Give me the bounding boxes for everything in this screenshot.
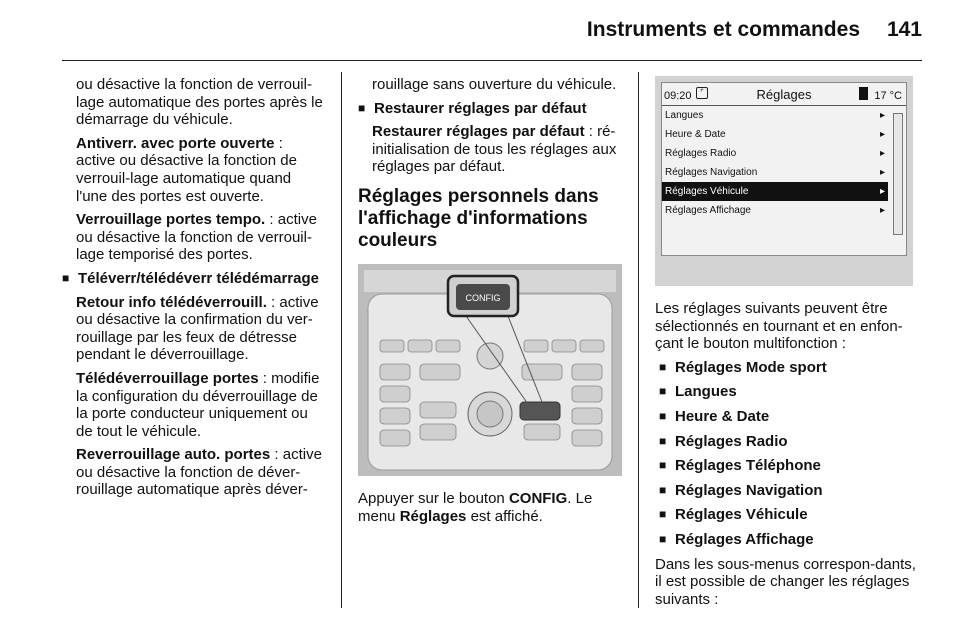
menu-item[interactable]: [662, 163, 888, 182]
screen-temperature: 17 °C: [874, 90, 902, 102]
paragraph: [62, 446, 326, 499]
definition: : active ou désactive la confirmation du ver-rouillage par les feux de détresse pendant le déverrouillage.: [76, 293, 319, 364]
definition: : active ou désactive la fonction de verrouil-lage temporisé des portes.: [76, 211, 317, 264]
thermometer-icon: [859, 87, 868, 100]
screen-title: Réglages: [756, 87, 812, 102]
bullet-label: Restaurer réglages par défaut: [374, 99, 587, 117]
chevron-right-icon: ▸: [879, 110, 885, 121]
chevron-right-icon: ▸: [879, 205, 885, 216]
screen-time: 09:20: [664, 90, 692, 102]
chevron-right-icon: ▸: [879, 167, 885, 178]
paragraph: [62, 135, 326, 205]
chevron-right-icon: ▸: [879, 186, 885, 197]
chevron-right-icon: ▸: [879, 129, 885, 140]
menu-item-label: Langues: [665, 110, 704, 121]
caption-text: Appuyer sur le bouton: [358, 489, 509, 507]
paragraph: [358, 123, 624, 176]
bullet-label: Réglages Téléphone: [675, 457, 821, 475]
paragraph: rouillage sans ouverture du véhicule.: [372, 76, 617, 93]
paragraph: ou désactive la fonction de verrouil-lage automatique des portes après le démarrage du véhicule.: [76, 76, 323, 129]
menu-item-label: Réglages Radio: [665, 148, 737, 159]
menu-item[interactable]: [662, 201, 888, 220]
paragraph: [62, 211, 326, 264]
bullet-label: Réglages Véhicule: [675, 506, 808, 524]
caption-bold: Réglages: [399, 507, 467, 525]
definition: : modifie la configuration du déverrouillage de la porte conducteur uniquement ou de tout le véhicule.: [76, 369, 320, 440]
screen-status-bar: [662, 83, 906, 106]
settings-menu-list: [662, 106, 888, 220]
settings-screen: [655, 76, 913, 286]
menu-item[interactable]: [662, 106, 888, 125]
term: Télédéverrouillage portes: [76, 369, 259, 387]
bullet-item: [655, 531, 925, 549]
definition: : active ou désactive la fonction de déver-rouillage automatique après déver-: [76, 446, 322, 499]
console-photo: [358, 264, 622, 476]
bullet-label: Langues: [675, 383, 737, 401]
clock-icon: ⌜: [696, 87, 708, 99]
menu-item-label: Réglages Navigation: [665, 167, 758, 178]
bullet-label: Réglages Affichage: [675, 530, 814, 548]
console-illustration: [358, 264, 622, 476]
caption-text: . Le menu: [358, 489, 593, 525]
bullet-item: [62, 270, 326, 288]
bullet-label: Réglages Navigation: [675, 481, 823, 499]
menu-item[interactable]: [662, 182, 888, 201]
menu-item-label: Réglages Affichage: [665, 205, 751, 216]
column-2: [358, 76, 624, 531]
caption-text: est affiché.: [466, 507, 543, 525]
term: Antiverr. avec porte ouverte: [76, 134, 275, 152]
definition: : active ou désactive la fonction de verrouil-lage automatique quand l'une des portes est ouverte.: [76, 134, 297, 205]
header-rule: [62, 60, 922, 61]
paragraph: Dans les sous-menus correspon-dants, il est possible de changer les réglages suivants :: [655, 555, 916, 608]
settings-bullet-list: [655, 359, 925, 549]
term: Restaurer réglages par défaut: [372, 123, 585, 141]
caption-bold: CONFIG: [508, 489, 568, 507]
bullet-item: [655, 359, 925, 377]
config-button-label: CONFIG: [465, 292, 501, 303]
page-number: 141: [886, 18, 922, 41]
bullet-item: [655, 433, 925, 451]
section-heading: Réglages personnels dans l'affichage d'informations couleurs: [358, 185, 599, 251]
bullet-label: Réglages Radio: [675, 432, 788, 450]
column-divider-1: [341, 72, 342, 608]
paragraph: Les réglages suivants peuvent être sélectionnés en tournant et en enfon-çant le bouton multifonction :: [655, 300, 903, 353]
bullet-item: [358, 100, 624, 118]
bullet-item: [655, 506, 925, 524]
term: Verrouillage portes tempo.: [76, 211, 266, 229]
definition: : ré-initialisation de tous les réglages aux réglages par défaut.: [372, 123, 617, 176]
menu-item[interactable]: [662, 125, 888, 144]
menu-item-label: Heure & Date: [665, 129, 726, 140]
bullet-item: [655, 457, 925, 475]
menu-scrollbar[interactable]: [893, 113, 903, 235]
paragraph: [62, 294, 326, 364]
caption: [358, 490, 624, 525]
bullet-label: Réglages Mode sport: [675, 358, 827, 376]
screen-display: [661, 82, 907, 256]
bullet-item: [655, 482, 925, 500]
menu-item-label: Réglages Véhicule: [665, 186, 749, 197]
bullet-label: Téléverr/télédéverr télédémarrage: [78, 269, 319, 287]
term: Reverrouillage auto. portes: [76, 446, 271, 464]
column-divider-2: [638, 72, 639, 608]
chevron-right-icon: ▸: [879, 148, 885, 159]
bullet-item: [655, 383, 925, 401]
column-1: [62, 76, 326, 505]
page-header-title: Instruments et commandes: [586, 18, 860, 41]
paragraph: [62, 370, 326, 440]
column-3: [655, 76, 925, 614]
bullet-label: Heure & Date: [675, 407, 770, 425]
term: Retour info télédéverrouill.: [76, 293, 267, 311]
bullet-item: [655, 408, 925, 426]
menu-item[interactable]: [662, 144, 888, 163]
